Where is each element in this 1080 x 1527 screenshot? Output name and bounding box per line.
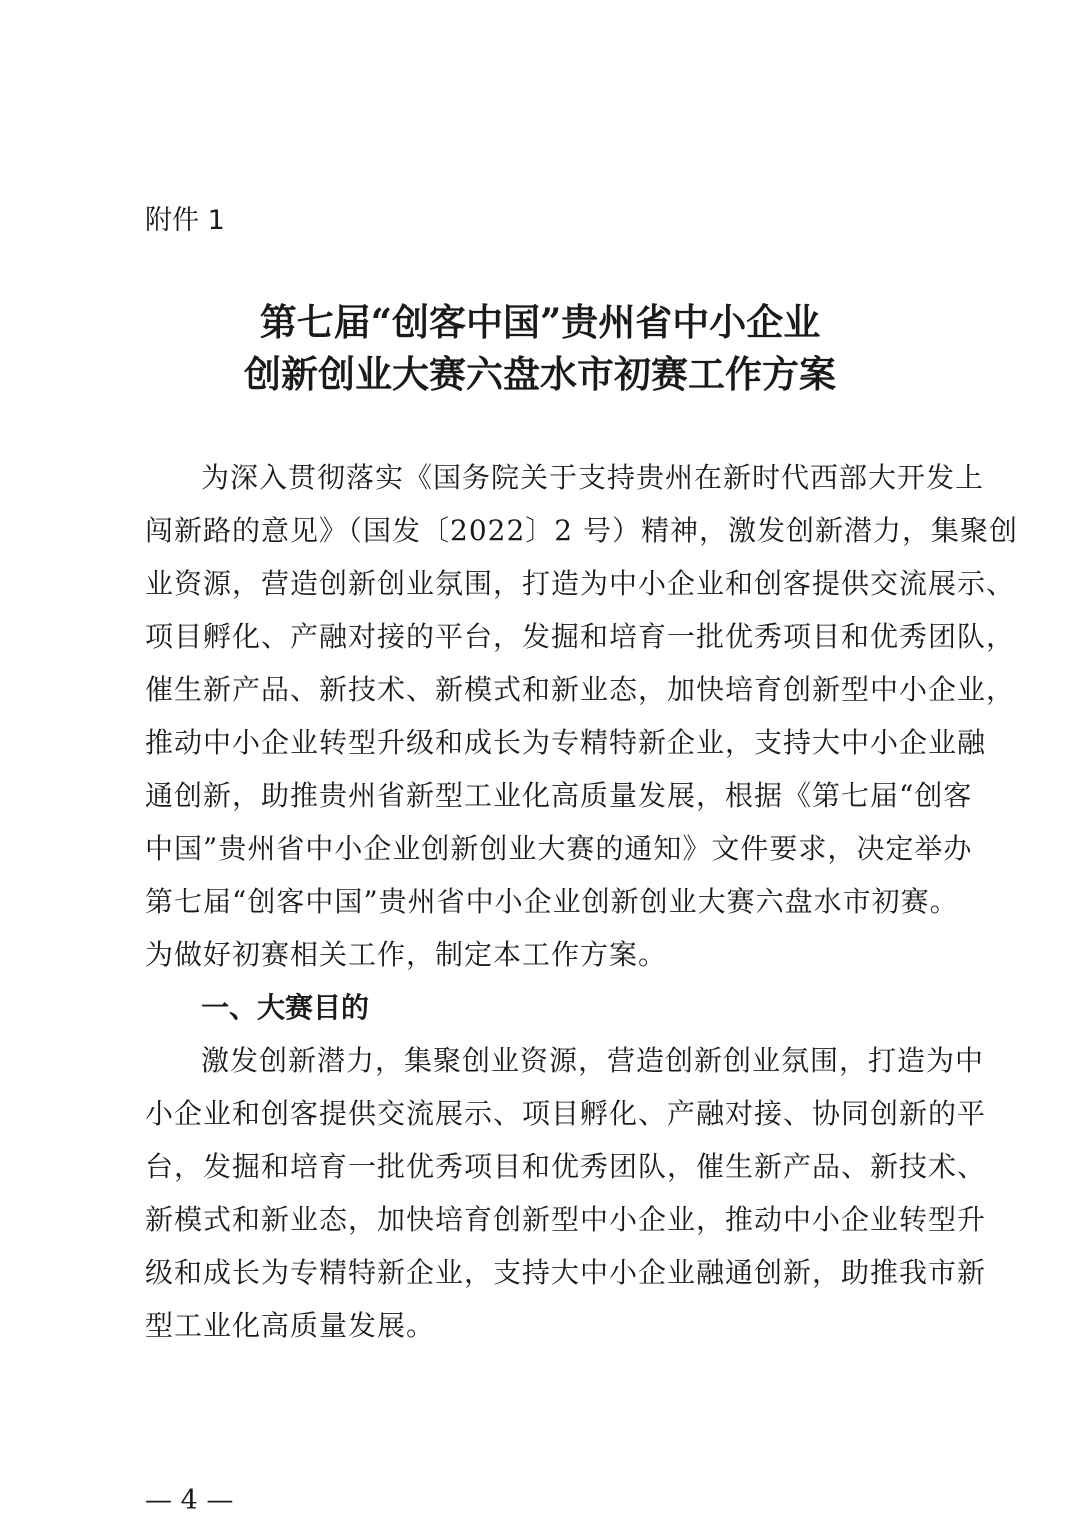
section-line: 型工业化高质量发展。: [145, 1309, 436, 1342]
section-line: 级和成长为专精特新企业，支持大中小企业融通创新，助推我市新: [145, 1256, 987, 1289]
intro-line: 业资源，营造创新创业氛围，打造为中小企业和创客提供交流展示、: [145, 567, 1016, 600]
intro-line: 项目孵化、产融对接的平台，发掘和培育一批优秀项目和优秀团队，: [145, 620, 1016, 653]
intro-line: 催生新产品、新技术、新模式和新业态，加快培育创新型中小企业，: [145, 673, 1016, 706]
page-number: — 4 —: [145, 1485, 234, 1516]
intro-line: 第七届“创客中国”贵州省中小企业创新创业大赛六盘水市初赛。: [145, 885, 959, 918]
intro-line: 闯新路的意见》（国发〔2022〕2 号）精神，激发创新潜力，集聚创: [145, 514, 1018, 547]
section-line: 台，发掘和培育一批优秀项目和优秀团队，催生新产品、新技术、: [145, 1150, 987, 1183]
intro-line: 推动中小企业转型升级和成长为专精特新企业，支持大中小企业融: [145, 726, 987, 759]
intro-line: 通创新，助推贵州省新型工业化高质量发展，根据《第七届“创客: [145, 779, 973, 812]
intro-line: 中国”贵州省中小企业创新创业大赛的通知》文件要求，决定举办: [145, 832, 973, 865]
document-title-line-2: 创新创业大赛六盘水市初赛工作方案: [244, 352, 836, 396]
intro-line: 为做好初赛相关工作，制定本工作方案。: [145, 938, 668, 971]
document-title-line-1: 第七届“创客中国”贵州省中小企业: [259, 300, 821, 344]
section-heading: 一、大赛目的: [201, 991, 370, 1024]
section-line: 激发创新潜力，集聚创业资源，营造创新创业氛围，打造为中: [201, 1044, 985, 1077]
section-line: 新模式和新业态，加快培育创新型中小企业，推动中小企业转型升: [145, 1203, 987, 1236]
section-line: 小企业和创客提供交流展示、项目孵化、产融对接、协同创新的平: [145, 1097, 987, 1130]
intro-line: 为深入贯彻落实《国务院关于支持贵州在新时代西部大开发上: [201, 461, 985, 494]
attachment-label: 附件 1: [145, 205, 225, 236]
